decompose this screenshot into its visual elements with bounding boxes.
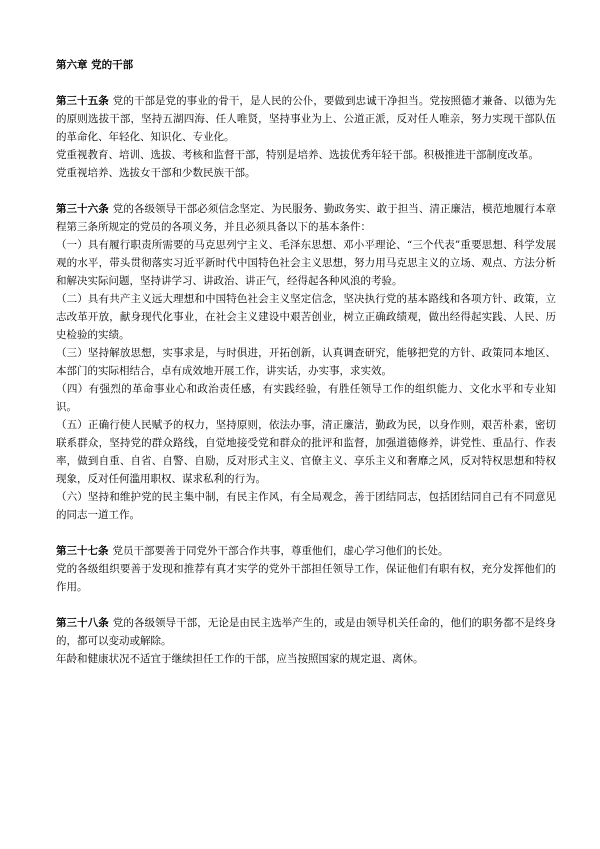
article-35-label: 第三十五条 <box>56 95 109 107</box>
document-page <box>56 56 556 686</box>
article-35 <box>56 92 556 182</box>
article-36 <box>56 200 556 524</box>
article-37 <box>56 542 556 596</box>
article-36-item-3: （三）坚持解放思想，实事求是，与时俱进，开拓创新，认真调查研究，能够把党的方针、政策同本地区、本部门的实际相结合，卓有成效地开展工作，讲实话，办实事，求实效。 <box>56 347 556 377</box>
article-35-paragraph-3: 党重视培养、选拔女干部和少数民族干部。 <box>56 167 256 179</box>
article-38-paragraph-1 <box>56 614 556 650</box>
article-35-paragraph-1 <box>56 92 556 146</box>
article-36-item-6: （六）坚持和维护党的民主集中制，有民主作风，有全局观念，善于团结同志，包括团结同自己有不同意见的同志一道工作。 <box>56 491 556 521</box>
article-38-label: 第三十八条 <box>56 617 109 629</box>
article-38-text-1: 党的各级领导干部，无论是由民主选举产生的，或是由领导机关任命的，他们的职务都不是终身的，都可以变动或解除。 <box>56 617 557 647</box>
article-36-item-1: （一）具有履行职责所需要的马克思列宁主义、毛泽东思想、邓小平理论、“三个代表”重要思想、科学发展观的水平，带头贯彻落实习近平新时代中国特色社会主义思想，努力用马克思主义的立场、观点、方法分析和解决实际问题，坚持讲学习、讲政治、讲正气，经得起各种风浪的考验。 <box>56 239 556 287</box>
article-37-paragraph-1 <box>56 542 556 560</box>
article-35-paragraph-2: 党重视教育、培训、选拔、考核和监督干部，特别是培养、选拔优秀年轻干部。积极推进干部制度改革。 <box>56 149 539 161</box>
article-35-text-1: 党的干部是党的事业的骨干，是人民的公仆，要做到忠诚干净担当。党按照德才兼备、以德为先的原则选拔干部，坚持五湖四海、任人唯贤，坚持事业为上、公道正派，反对任人唯亲，努力实现干部队伍的革命化、年轻化、知识化、专业化。 <box>56 95 557 143</box>
article-36-label: 第三十六条 <box>56 203 109 215</box>
article-36-item-2: （二）具有共产主义远大理想和中国特色社会主义坚定信念，坚决执行党的基本路线和各项方针、政策，立志改革开放，献身现代化事业，在社会主义建设中艰苦创业，树立正确政绩观，做出经得起实践、人民、历史检验的实绩。 <box>56 293 556 341</box>
article-37-label: 第三十七条 <box>56 545 109 557</box>
article-36-text-1: 党的各级领导干部必须信念坚定、为民服务、勤政务实、敢于担当、清正廉洁，模范地履行本章程第三条所规定的党员的各项义务，并且必须具备以下的基本条件： <box>56 203 557 233</box>
article-37-paragraph-2: 党的各级组织要善于发现和推荐有真才实学的党外干部担任领导工作，保证他们有职有权，充分发挥他们的作用。 <box>56 563 556 593</box>
article-36-paragraph-1 <box>56 200 556 236</box>
article-38-paragraph-2: 年龄和健康状况不适宜于继续担任工作的干部，应当按照国家的规定退、离休。 <box>56 653 424 665</box>
article-36-item-5: （五）正确行使人民赋予的权力，坚持原则，依法办事，清正廉洁，勤政为民，以身作则，艰苦朴素，密切联系群众，坚持党的群众路线，自觉地接受党和群众的批评和监督，加强道德修养，讲党性、重品行、作表率，做到自重、自省、自警、自励，反对形式主义、官僚主义、享乐主义和奢靡之风，反对特权思想和特权现象，反对任何滥用职权、谋求私利的行为。 <box>56 419 556 485</box>
chapter-title: 第六章 党的干部 <box>56 59 134 71</box>
article-36-item-4: （四）有强烈的革命事业心和政治责任感，有实践经验，有胜任领导工作的组织能力、文化水平和专业知识。 <box>56 383 556 413</box>
article-37-text-1: 党员干部要善于同党外干部合作共事，尊重他们，虚心学习他们的长处。 <box>112 545 449 557</box>
article-38 <box>56 614 556 668</box>
